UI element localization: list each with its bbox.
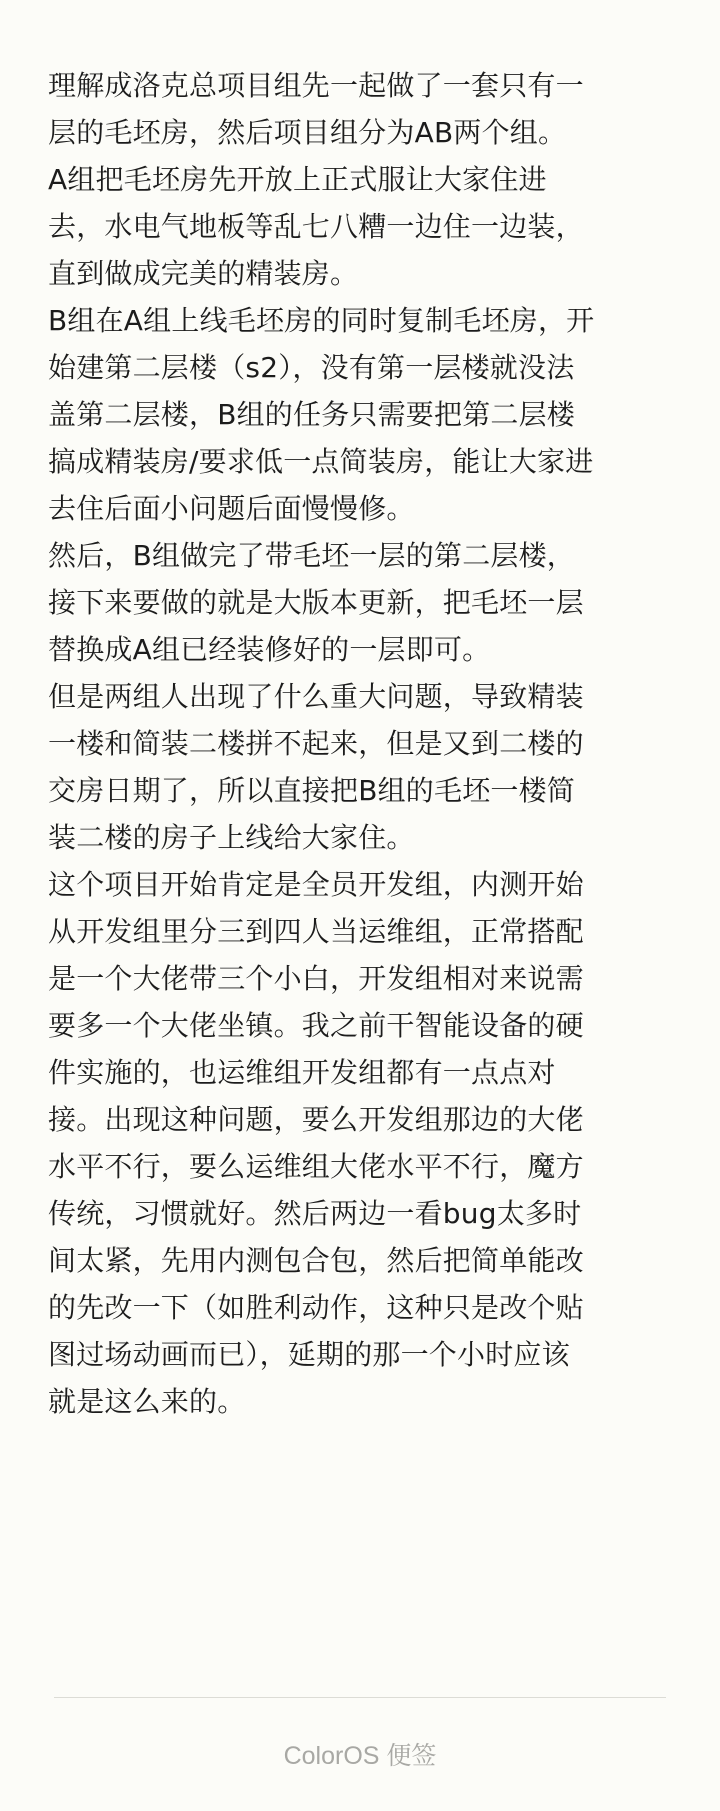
note-line: 直到做成完美的精装房。: [48, 257, 359, 290]
note-line: 去住后面小问题后面慢慢修。: [48, 492, 415, 525]
note-line: 的先改一下（如胜利动作，这种只是改个贴: [48, 1291, 584, 1324]
note-line: B组在A组上线毛坯房的同时复制毛坯房，开: [48, 304, 595, 337]
note-line: 始建第二层楼（s2），没有第一层楼就没法: [48, 351, 575, 384]
note-line: 间太紧，先用内测包合包，然后把简单能改: [48, 1244, 584, 1277]
note-line: 从开发组里分三到四人当运维组，正常搭配: [48, 915, 584, 948]
note-line: 是一个大佬带三个小白，开发组相对来说需: [48, 962, 584, 995]
note-line: 图过场动画而已），延期的那一个小时应该: [48, 1338, 570, 1371]
note-line: 传统，习惯就好。然后两边一看bug太多时: [48, 1197, 582, 1230]
note-line: 但是两组人出现了什么重大问题，导致精装: [48, 680, 584, 713]
note-line: 替换成A组已经装修好的一层即可。: [48, 633, 491, 666]
note-line: 要多一个大佬坐镇。我之前干智能设备的硬: [48, 1009, 584, 1042]
note-line: 一楼和简装二楼拼不起来，但是又到二楼的: [48, 727, 584, 760]
footer-watermark: ColorOS 便签: [283, 1742, 437, 1770]
note-line: 理解成洛克总项目组先一起做了一套只有一: [48, 69, 584, 102]
note-body: [48, 62, 688, 1425]
note-line: 装二楼的房子上线给大家住。: [48, 821, 415, 854]
note-line: 件实施的，也运维组开发组都有一点点对: [48, 1056, 556, 1089]
note-line: 接。出现这种问题，要么开发组那边的大佬: [48, 1103, 584, 1136]
note-line: 接下来要做的就是大版本更新，把毛坯一层: [48, 586, 584, 619]
note-line: 搞成精装房/要求低一点简装房，能让大家进: [48, 445, 594, 478]
footer-divider: [54, 1697, 666, 1698]
note-line: 盖第二层楼，B组的任务只需要把第二层楼: [48, 398, 576, 431]
note-line: 去，水电气地板等乱七八糟一边住一边装，: [48, 210, 584, 243]
note-line: 层的毛坯房，然后项目组分为AB两个组。: [48, 116, 567, 149]
note-line: A组把毛坯房先开放上正式服让大家住进: [48, 163, 547, 196]
note-line: 这个项目开始肯定是全员开发组，内测开始: [48, 868, 584, 901]
note-line: 水平不行，要么运维组大佬水平不行，魔方: [48, 1150, 584, 1183]
note-line: 就是这么来的。: [48, 1385, 246, 1418]
note-line: 交房日期了，所以直接把B组的毛坯一楼简: [48, 774, 576, 807]
note-line: 然后，B组做完了带毛坯一层的第二层楼，: [48, 539, 576, 572]
